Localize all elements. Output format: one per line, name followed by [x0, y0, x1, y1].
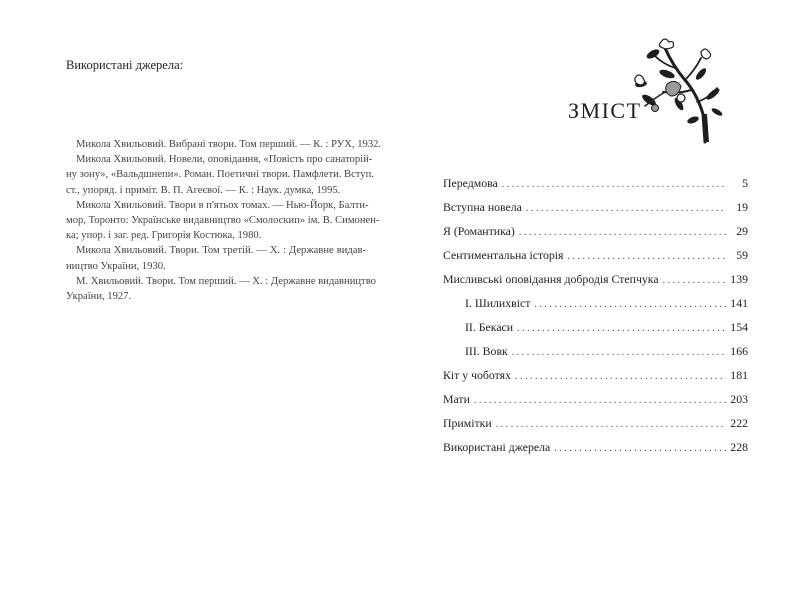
flowering-branch-icon — [605, 34, 725, 144]
toc-leader-dots — [519, 227, 726, 238]
toc-entry — [443, 248, 748, 272]
reference-entry — [66, 243, 366, 273]
toc-entry-page: 228 — [730, 440, 748, 454]
reference-entry — [66, 274, 376, 304]
toc-entry — [443, 176, 748, 200]
toc-entry-page: 5 — [742, 176, 748, 190]
reference-line: Микола Хвильовий. Вибрані твори. Том перший. — К. : РУХ, 1932. — [76, 139, 382, 150]
toc-entry — [443, 344, 748, 368]
toc-leader-dots — [515, 371, 726, 382]
toc-entry-label: Мати — [443, 392, 470, 406]
toc-entry-label: ІІІ. Вовк — [465, 344, 508, 358]
toc-entry-page: 139 — [730, 272, 748, 286]
sources-list — [66, 137, 382, 304]
toc-leader-dots — [534, 299, 726, 310]
reference-line: Микола Хвильовий. Твори в п'ятьох томах. — Нью-Йорк, Балти- — [76, 199, 369, 211]
toc-entry — [443, 416, 748, 440]
toc-entry-label: Мисливські оповідання добродія Степчука — [443, 272, 659, 286]
toc-entry-label: ІІ. Бекаси — [465, 320, 514, 334]
toc-entry-page: 203 — [730, 392, 748, 406]
reference-line: України, 1927. — [66, 291, 132, 303]
sources-heading: Використані джерела: — [66, 58, 184, 72]
reference-line: Микола Хвильовий. Новели, оповідання, «Повість про санаторій- — [76, 154, 373, 166]
toc-title: ЗМІСТ — [568, 98, 642, 123]
toc-entry — [443, 200, 748, 224]
toc-entry — [443, 392, 748, 416]
toc-entry — [443, 272, 748, 296]
toc-entry-page: 19 — [736, 200, 748, 214]
toc-entry-label: Передмова — [443, 176, 498, 190]
reference-line: ну зону», «Вальдшнепи». Роман. Поетичні твори. Памфлети. Вступ. — [66, 169, 374, 181]
toc-entry-page: 166 — [730, 344, 748, 358]
toc-entry — [443, 320, 748, 344]
toc-entry-label: І. Шилихвіст — [465, 296, 531, 310]
toc-entry-label: Я (Романтика) — [443, 224, 515, 238]
toc-entry-page: 141 — [730, 296, 748, 310]
toc-leader-dots — [663, 275, 726, 286]
toc-leader-dots — [502, 179, 726, 190]
right-page — [400, 0, 800, 600]
toc-entry-label: Вступна новела — [443, 200, 522, 214]
reference-line: М. Хвильовий. Твори. Том перший. — Х. : Державне видавництво — [76, 275, 376, 287]
toc-entry — [443, 224, 748, 248]
toc-leader-dots — [496, 419, 726, 430]
toc-leader-dots — [526, 203, 726, 214]
toc-entry-page: 59 — [736, 248, 748, 262]
toc-entry — [443, 368, 748, 392]
toc-entry-page: 29 — [736, 224, 748, 238]
reference-entry — [66, 152, 374, 198]
toc-entry-page: 154 — [730, 320, 748, 334]
toc-entry — [443, 296, 748, 320]
reference-line: Микола Хвильовий. Твори. Том третій. — Х. : Державне видав- — [76, 245, 366, 257]
toc-entry-label: Примітки — [443, 416, 492, 430]
reference-line: ка; упор. і заг. ред. Григорія Костюка, 1980. — [66, 230, 262, 242]
reference-line: ництво України, 1930. — [66, 260, 166, 272]
toc-leader-dots — [474, 395, 726, 406]
reference-line: ст., упоряд. і приміт. В. П. Агеєвої. — К. : Наук. думка, 1995. — [66, 184, 341, 196]
toc-entry-page: 181 — [730, 368, 748, 382]
reference-entry — [66, 137, 382, 152]
toc-leader-dots — [554, 443, 726, 454]
toc-leader-dots — [517, 323, 726, 334]
reference-entry — [66, 198, 380, 244]
toc-entry — [443, 440, 748, 464]
toc-entry-label: Сентиментальна історія — [443, 248, 564, 262]
reference-line: мор, Торонто: Українське видавництво «Смолоскип» ім. В. Симонен- — [66, 215, 380, 227]
toc-leader-dots — [567, 251, 726, 262]
table-of-contents — [443, 176, 748, 464]
toc-entry-page: 222 — [730, 416, 748, 430]
toc-entry-label: Використані джерела — [443, 440, 551, 454]
toc-entry-label: Кіт у чоботях — [443, 368, 511, 382]
toc-leader-dots — [512, 347, 726, 358]
